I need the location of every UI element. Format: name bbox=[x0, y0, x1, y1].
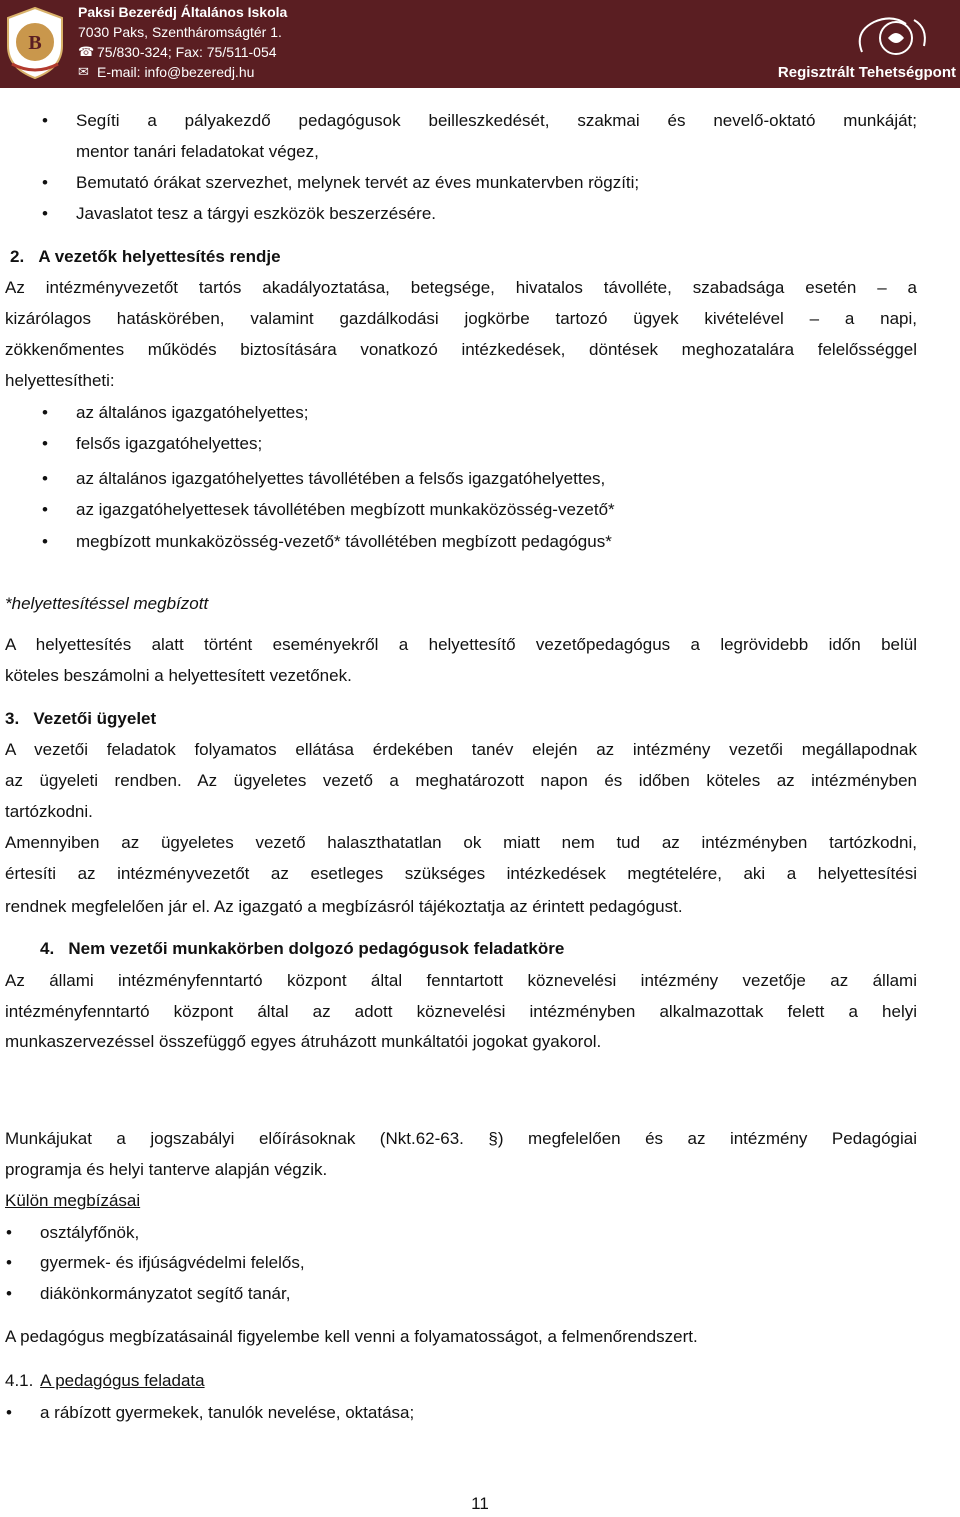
list-item-text: mentor tanári feladatokat végez, bbox=[76, 142, 319, 161]
school-name: Paksi Bezerédj Általános Iskola bbox=[78, 4, 288, 20]
list-item-text: megbízott munkaközösség-vezető* távollétében megbízott pedagógus* bbox=[76, 532, 612, 551]
paragraph-line: Az állami intézményfenntartó központ által fenntartott köznevelési intézmény vezetője az állami bbox=[5, 971, 917, 990]
mail-icon: ✉ bbox=[78, 64, 89, 79]
paragraph-line: intézményfenntartó központ által az adott köznevelési intézményben alkalmazottak felett a helyi bbox=[5, 1002, 917, 1021]
school-address: 7030 Paks, Szentháromságtér 1. bbox=[78, 24, 282, 40]
list-item-text: az általános igazgatóhelyettes; bbox=[76, 403, 309, 422]
paragraph-line: Az intézményvezetőt tartós akadályoztatása, betegsége, hivatalos távolléte, szabadsága esetén – a bbox=[5, 278, 917, 297]
paragraph-line: értesíti az intézményvezetőt az esetleges szükséges intézkedések megtételére, aki a helyettesítési bbox=[5, 864, 917, 883]
bullet-icon: • bbox=[42, 204, 48, 223]
list-item-text: a rábízott gyermekek, tanulók nevelése, oktatása; bbox=[40, 1403, 415, 1422]
paragraph-line: rendnek megfelelően jár el. Az igazgató a megbízásról tájékoztatja az érintett pedagógust. bbox=[5, 897, 683, 916]
list-item-text: osztályfőnök, bbox=[40, 1223, 140, 1242]
bullet-icon: • bbox=[42, 434, 48, 453]
list-item-text: Bemutató órákat szervezhet, melynek tervét az éves munkatervben rögzíti; bbox=[76, 173, 640, 192]
school-email[interactable]: E-mail: info@bezeredj.hu bbox=[97, 64, 255, 80]
paragraph-line: munkaszervezéssel összefüggő egyes átruházott munkáltatói jogokat gyakorol. bbox=[5, 1032, 602, 1051]
school-crest-icon bbox=[4, 6, 66, 80]
footnote: *helyettesítéssel megbízott bbox=[5, 594, 209, 613]
paragraph-line: zökkenőmentes működés biztosítására vonatkozó intézkedések, döntések meghozatalára felelősséggel bbox=[5, 340, 917, 359]
section-number: 4. bbox=[40, 939, 55, 958]
subsection-number: 4.1. bbox=[5, 1371, 34, 1390]
phone-icon: ☎ bbox=[78, 44, 95, 59]
bullet-icon: • bbox=[6, 1284, 12, 1303]
paragraph-line: A helyettesítés alatt történt eseményekről a helyettesítő vezetőpedagógus a legrövidebb időn belül bbox=[5, 635, 917, 654]
section-title: Vezetői ügyelet bbox=[33, 709, 157, 728]
section-number: 2. bbox=[10, 247, 25, 266]
section-title: Nem vezetői munkakörben dolgozó pedagógusok feladatköre bbox=[68, 939, 565, 958]
paragraph-line: az ügyeleti rendben. Az ügyeletes vezető a meghatározott napon és időben köteles az intézményben bbox=[5, 771, 917, 790]
list-item-text: Javaslatot tesz a tárgyi eszközök beszerzésére. bbox=[76, 204, 436, 223]
paragraph-line: tartózkodni. bbox=[5, 802, 93, 821]
bullet-icon: • bbox=[6, 1253, 12, 1272]
bullet-icon: • bbox=[42, 173, 48, 192]
talent-point-logo-icon bbox=[844, 12, 934, 62]
paragraph-line: A vezetői feladatok folyamatos ellátása érdekében tanév elején az intézmény vezetői megállapodnak bbox=[5, 740, 917, 759]
bullet-icon: • bbox=[42, 469, 48, 488]
bullet-icon: • bbox=[42, 500, 48, 519]
list-item-text: gyermek- és ifjúságvédelmi felelős, bbox=[40, 1253, 305, 1272]
bullet-icon: • bbox=[42, 403, 48, 422]
letterhead-band bbox=[0, 0, 960, 88]
subsection-4-1-heading bbox=[5, 1365, 917, 1396]
paragraph-line: A pedagógus megbízatásainál figyelembe kell venni a folyamatosságot, a felmenőrendszert. bbox=[5, 1327, 698, 1346]
bullet-icon: • bbox=[42, 532, 48, 551]
section-4-heading bbox=[40, 933, 952, 964]
section-title: A vezetők helyettesítés rendje bbox=[38, 247, 281, 266]
list-item-text: diákönkormányzatot segítő tanár, bbox=[40, 1284, 291, 1303]
paragraph-line: kizárólagos hatáskörében, valamint gazdálkodási jogkörbe tartozó ügyek kivételével – a napi, bbox=[5, 309, 917, 328]
paragraph-line: Munkájukat a jogszabályi előírásoknak (Nkt.62-63. §) megfelelően és az intézmény Pedagógiai bbox=[5, 1129, 917, 1148]
section-2-heading bbox=[10, 241, 922, 272]
bullet-icon: • bbox=[6, 1403, 12, 1422]
page-number: 11 bbox=[471, 1494, 489, 1513]
svg-text:B: B bbox=[28, 32, 42, 54]
header-tagline: Regisztrált Tehetségpont bbox=[777, 64, 956, 81]
paragraph-line: helyettesítheti: bbox=[5, 371, 115, 390]
bullet-icon: • bbox=[42, 111, 48, 130]
list-item-text: felsős igazgatóhelyettes; bbox=[76, 434, 263, 453]
paragraph-line: köteles beszámolni a helyettesített vezetőnek. bbox=[5, 666, 352, 685]
list-item-text: az igazgatóhelyettesek távollétében megbízott munkaközösség-vezető* bbox=[76, 500, 615, 519]
special-assignments-title: Külön megbízásai bbox=[5, 1191, 141, 1210]
paragraph-line: Amennyiben az ügyeletes vezető halaszthatatlan ok miatt nem tud az intézményben tartózkodni, bbox=[5, 833, 917, 852]
school-phone-fax: 75/830-324; Fax: 75/511-054 bbox=[97, 44, 277, 60]
subsection-title: A pedagógus feladata bbox=[40, 1371, 205, 1390]
list-item-text: az általános igazgatóhelyettes távollétében a felsős igazgatóhelyettes, bbox=[76, 469, 606, 488]
section-number: 3. bbox=[5, 709, 20, 728]
list-item-text: Segíti a pályakezdő pedagógusok beilleszkedését, szakmai és nevelő-oktató munkáját; bbox=[76, 111, 917, 130]
section-3-heading bbox=[5, 703, 917, 734]
bullet-icon: • bbox=[6, 1223, 12, 1242]
paragraph-line: programja és helyi tanterve alapján végzik. bbox=[5, 1160, 328, 1179]
